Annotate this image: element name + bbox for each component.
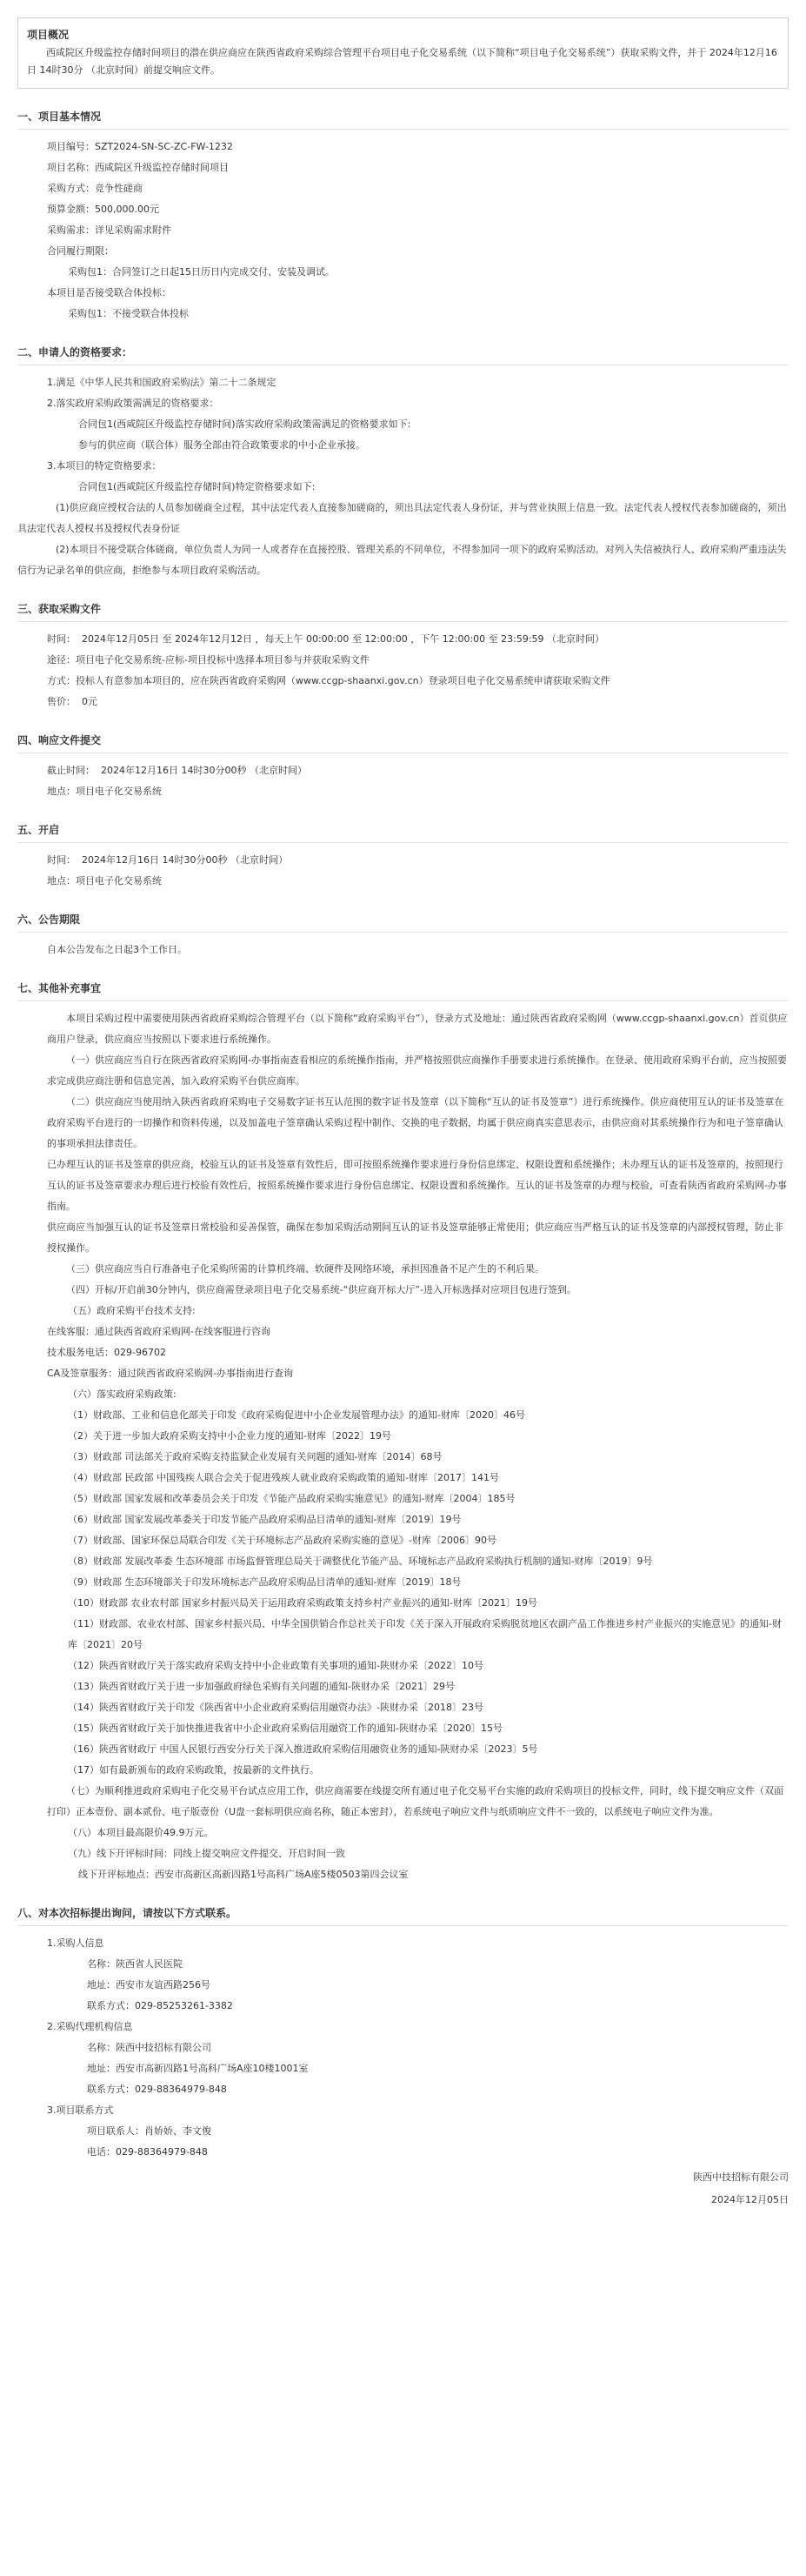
- policy-item: （5）财政部 国家发展和改革委员会关于印发《节能产品政府采购实施意见》的通知-财库〔2004〕185号: [68, 1493, 516, 1504]
- policy-item: （1）财政部、工业和信息化部关于印发《政府采购促进中小企业发展管理办法》的通知-财库〔2020〕46号: [68, 1409, 525, 1421]
- obtain-method: 方式：投标人有意参加本项目的，应在陕西省政府采购网（www.ccgp-shaanxi.gov.cn）登录项目电子化交易系统申请获取采购文件: [47, 675, 610, 686]
- policy-item: （6）财政部 国家发展改革委关于印发节能产品政府采购品目清单的通知-财库〔2019〕19号: [68, 1514, 462, 1525]
- section-other-matters: [17, 980, 789, 1885]
- opening-time: 时间： 2024年12月16日 14时30分00秒 （北京时间）: [47, 854, 288, 866]
- overview-text: 西咸院区升级监控存储时间项目的潜在供应商应在陕西省政府采购综合管理平台项目电子化交易系统（以下简称“项目电子化交易系统”）获取采购文件，并于 2024年12月16日 14时30分 （北京时间）前提交响应文件。: [27, 47, 777, 76]
- offline-time: （九）线下开评标时间：同线上提交响应文件提交、开启时间一致: [68, 1848, 345, 1859]
- ca-service: CA及签章服务：通过陕西省政府采购网-办事指南进行查询: [47, 1368, 294, 1379]
- agency-label: 2.采购代理机构信息: [47, 2021, 133, 2032]
- other-paragraph: 本项目采购过程中需要使用陕西省政府采购综合管理平台（以下简称“政府采购平台”），登录方式及地址：通过陕西省政府采购网（www.ccgp-shaanxi.gov.cn）首页供应商用户登录，供应商应当按照以下要求进行系统操作。: [47, 1013, 788, 1045]
- section-title: 一、项目基本情况: [17, 108, 789, 130]
- policy-label: （六）落实政府采购政策:: [68, 1388, 177, 1400]
- submission-location: 地点：项目电子化交易系统: [47, 786, 162, 797]
- section-title: 八、对本次招标提出询问，请按以下方式联系。: [17, 1904, 789, 1926]
- obtain-channel: 途径：项目电子化交易系统-应标-项目投标中选择本项目参与并获取采购文件: [47, 654, 370, 666]
- policy-item: （8）财政部 发展改革委 生态环境部 市场监督管理总局关于调整优化节能产品、环境标志产品政府采购执行机制的通知-财库〔2019〕9号: [68, 1556, 653, 1567]
- procurement-requirement: 采购需求：详见采购需求附件: [47, 224, 171, 236]
- policy-item: （17）如有最新颁布的政府采购政策，按最新的文件执行。: [68, 1764, 319, 1776]
- purchaser-phone: 联系方式：029-85253261-3382: [87, 2000, 233, 2011]
- section-title: 五、开启: [17, 821, 789, 843]
- project-contact-phone: 电话：029-88364979-848: [87, 2146, 208, 2158]
- policy-item: （2）关于进一步加大政府采购支持中小企业力度的通知-财库〔2022〕19号: [68, 1430, 391, 1442]
- overview-title: 项目概况: [27, 29, 70, 41]
- section-title: 四、响应文件提交: [17, 732, 789, 753]
- obtain-time: 时间： 2024年12月05日 至 2024年12月12日 ，每天上午 00:00:00 至 12:00:00 ，下午 12:00:00 至 23:59:59 （北京时间）: [47, 633, 605, 645]
- policy-item: （9）财政部 生态环境部关于印发环境标志产品政府采购品目清单的通知-财库〔2019〕18号: [68, 1576, 462, 1588]
- policy-item: （10）财政部 农业农村部 国家乡村振兴局关于运用政府采购政策支持乡村产业振兴的通知-财库〔2021〕19号: [68, 1597, 537, 1609]
- section-title: 六、公告期限: [17, 911, 789, 933]
- project-number: 项目编号：SZT2024-SN-SC-ZC-FW-1232: [47, 141, 233, 152]
- policy-item: （11）财政部、农业农村部、国家乡村振兴局、中华全国供销合作总社关于印发《关于深入开展政府采购脱贫地区农副产品工作推进乡村产业振兴的实施意见》的通知-财库〔2021〕20号: [68, 1618, 782, 1650]
- tech-service-phone: 技术服务电话：029-96702: [47, 1347, 166, 1358]
- section-obtain-documents: [17, 600, 789, 713]
- online-service: 在线客服：通过陕西省政府采购网-在线客服进行咨询: [47, 1326, 270, 1337]
- other-paragraph: （一）供应商应当自行在陕西省政府采购网-办事指南查看相应的系统操作指南，并严格按照供应商操作手册要求进行系统操作。在登录、使用政府采购平台前，应当按照要求完成供应商注册和信息完善，加入政府采购平台供应商库。: [47, 1054, 787, 1087]
- policy-item: （15）陕西省财政厅关于加快推进我省中小企业政府采购信用融资工作的通知-陕财办采〔2020〕15号: [68, 1723, 503, 1734]
- section-notice-period: [17, 911, 789, 960]
- policy-item: （7）财政部、国家环保总局联合印发《关于环境标志产品政府采购实施的意见》-财库〔2006〕90号: [68, 1535, 496, 1546]
- qualification-item: 3.本项目的特定资格要求：: [47, 460, 162, 472]
- offline-location: 线下开评标地点：西安市高新区高新四路1号高科广场A座5楼0503第四会议室: [78, 1869, 409, 1880]
- policy-item: （14）陕西省财政厅关于印发《陕西省中小企业政府采购信用融资办法》-陕财办采〔2018〕23号: [68, 1702, 483, 1713]
- section-contact: [17, 1904, 789, 2163]
- project-overview-box: [17, 17, 789, 89]
- signature-date: 2024年12月05日: [711, 2194, 789, 2205]
- project-name: 项目名称：西咸院区升级监控存储时间项目: [47, 162, 229, 173]
- section-qualifications: [17, 344, 789, 581]
- purchaser-name: 名称：陕西省人民医院: [87, 1958, 183, 1970]
- qualification-item: 参与的供应商（联合体）服务全部由符合政策要求的中小企业承接。: [78, 439, 365, 451]
- contract-period-package1: 采购包1：合同签订之日起15日历日内完成交付、安装及调试。: [68, 266, 335, 278]
- policy-item: （13）陕西省财政厅关于进一步加强政府绿色采购有关问题的通知-陕财办采〔2021〕29号: [68, 1681, 455, 1692]
- policy-item: （12）陕西省财政厅关于落实政府采购支持中小企业政策有关事项的通知-陕财办采〔2022〕10号: [68, 1660, 483, 1671]
- agency-address: 地址：西安市高新四路1号高科广场A座10楼1001室: [87, 2063, 309, 2074]
- agency-phone: 联系方式：029-88364979-848: [87, 2084, 227, 2095]
- procurement-method: 采购方式：竞争性磋商: [47, 183, 143, 194]
- policy-item: （16）陕西省财政厅 中国人民银行西安分行关于深入推进政府采购信用融资业务的通知-陕财办采〔2023〕5号: [68, 1743, 538, 1755]
- agency-name: 名称：陕西中技招标有限公司: [87, 2042, 211, 2053]
- budget-amount: 预算金额：500,000.00元: [47, 204, 159, 215]
- other-paragraph: （四）开标/开启前30分钟内，供应商需登录项目电子化交易系统-“供应商开标大厅”-进入开标选择对应项目包进行签到。: [66, 1284, 577, 1295]
- submission-deadline: 截止时间： 2024年12月16日 14时30分00秒 （北京时间）: [47, 765, 307, 776]
- qualification-item: 1.满足《中华人民共和国政府采购法》第二十二条规定: [47, 377, 276, 388]
- policy-item: （3）财政部 司法部关于政府采购支持监狱企业发展有关问题的通知-财库〔2014〕68号: [68, 1451, 443, 1462]
- section-title: 七、其他补充事宜: [17, 980, 789, 1001]
- tech-support-label: （五）政府采购平台技术支持:: [68, 1305, 196, 1316]
- other-paragraph: 供应商应当加强互认的证书及签章日常校验和妥善保管，确保在参加采购活动期间互认的证书及签章能够正常使用；供应商应当严格互认的证书及签章的内部授权管理，防止非授权操作。: [47, 1221, 783, 1254]
- notice-period-text: 自本公告发布之日起3个工作日。: [47, 944, 187, 955]
- project-contact-label: 3.项目联系方式: [47, 2104, 114, 2116]
- section-opening: [17, 821, 789, 892]
- section-basic-info: [17, 108, 789, 325]
- qualification-item: 合同包1(西咸院区升级监控存储时间)落实政府采购政策需满足的资格要求如下:: [78, 418, 411, 430]
- purchaser-address: 地址：西安市友谊西路256号: [87, 1979, 210, 1991]
- policy-item: （4）财政部 民政部 中国残疾人联合会关于促进残疾人就业政府采购政策的通知-财库〔2017〕141号: [68, 1472, 499, 1483]
- opening-location: 地点：项目电子化交易系统: [47, 875, 162, 887]
- document-price: 售价： 0元: [47, 696, 97, 707]
- project-contact-person: 项目联系人：肖娇娇、李文俊: [87, 2125, 211, 2137]
- section-submission: [17, 732, 789, 802]
- qualification-item: 2.落实政府采购政策需满足的资格要求：: [47, 398, 219, 409]
- qualification-paragraph: (2)本项目不接受联合体磋商，单位负责人为同一人或者存在直接控股、管理关系的不同单位，不得参加同一项下的政府采购活动。对列入失信被执行人、政府采购严重违法失信行为记录名单的供应商，拒绝参与本项目政府采购活动。: [17, 544, 787, 576]
- section-title: 三、获取采购文件: [17, 600, 789, 622]
- other-paragraph: 已办理互认的证书及签章的供应商，校验互认的证书及签章有效性后，即可按照系统操作要求进行身份信息绑定、权限设置和系统操作；未办理互认的证书及签章的，按照现行互认的证书及签章要求办理后进行校验有效性后，按照系统操作要求进行身份信息绑定、权限设置和系统操作。互认的证书及签章的办理与校验，可查看陕西省政府采购网-办事指南。: [47, 1159, 787, 1212]
- section-title: 二、申请人的资格要求：: [17, 344, 789, 365]
- consortium-label: 本项目是否接受联合体投标：: [47, 287, 171, 298]
- consortium-package1: 采购包1：不接受联合体投标: [68, 308, 189, 319]
- signature-org: 陕西中技招标有限公司: [693, 2171, 789, 2183]
- qualification-paragraph: (1)供应商应授权合法的人员参加磋商全过程，其中法定代表人直接参加磋商的，须出具法定代表人身份证，并与营业执照上信息一致。法定代表人授权代表参加磋商的，须出具法定代表人授权书及授权代表身份证: [17, 502, 787, 534]
- signature-block: [17, 2166, 789, 2211]
- purchaser-label: 1.采购人信息: [47, 1937, 104, 1949]
- contract-period-label: 合同履行期限：: [47, 245, 114, 257]
- other-paragraph: （二）供应商应当使用纳入陕西省政府采购电子交易数字证书互认范围的数字证书及签章（以下简称“互认的证书及签章”）进行系统操作。供应商使用互认的证书及签章在政府采购平台进行的一切操作和资料传递，以及加盖电子签章确认采购过程中制作、交换的电子数据，均属于供应商真实意思表示，由供应商对其系统操作行为和电子签章确认的事项承担法律责任。: [47, 1096, 784, 1149]
- qualification-item: 合同包1(西咸院区升级监控存储时间)特定资格要求如下:: [78, 481, 316, 492]
- other-paragraph: （三）供应商应当自行准备电子化采购所需的计算机终端、软硬件及网络环境，承担因准备不足产生的不利后果。: [66, 1263, 544, 1275]
- max-price: （八）本项目最高限价49.9万元。: [68, 1827, 214, 1838]
- other-paragraph: （七）为顺利推进政府采购电子化交易平台试点应用工作，供应商需要在线提交所有通过电子化交易平台实施的政府采购项目的投标文件，同时，线下提交响应文件（双面打印）正本壹份、副本贰份、电子版壹份（U盘一套标明供应商名称，随正本密封），若系统电子响应文件与纸质响应文件不一致的，以系统电子响应文件为准。: [47, 1785, 783, 1817]
